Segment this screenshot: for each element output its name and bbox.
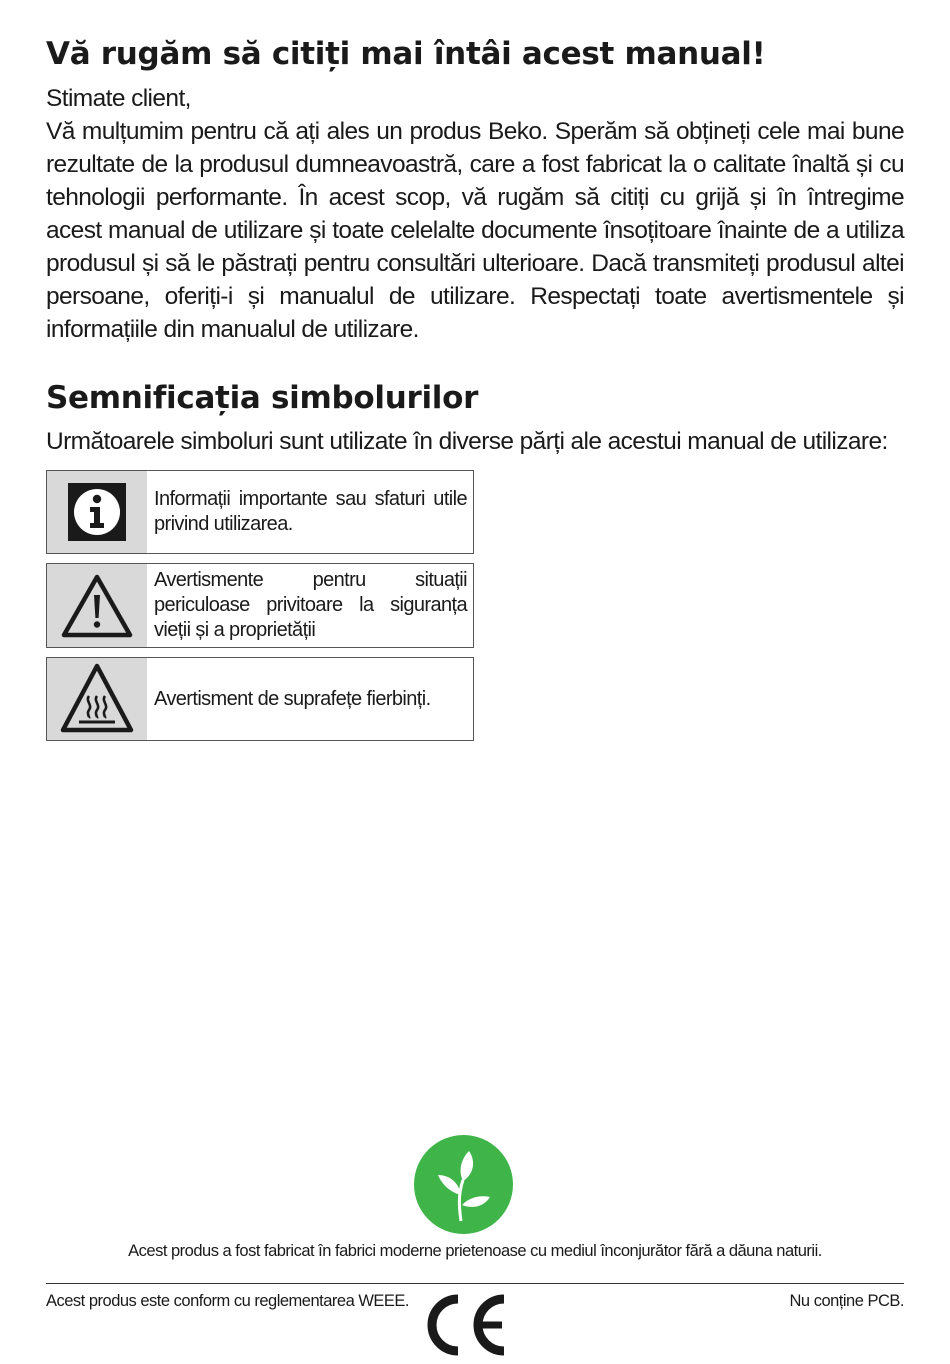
symbols-section <box>46 380 904 741</box>
symbol-text-info: Informații importante sau sfaturi utile privind utilizarea. <box>154 488 467 535</box>
footer-divider <box>46 1283 904 1284</box>
info-icon <box>47 471 147 553</box>
eco-statement: Acest produs a fost fabricat în fabrici moderne prietenoase cu mediul înconjurător fără a dăuna naturii. <box>128 1242 822 1260</box>
hot-surface-icon <box>47 658 147 740</box>
symbol-row-hot-surface <box>46 657 474 741</box>
read-manual-title: Vă rugăm să citiți mai întâi acest manual! <box>46 36 766 72</box>
symbols-table <box>46 470 474 741</box>
symbol-text-warning: Avertismente pentru situații periculoase privitoare la siguranța vieții și a proprietății <box>154 569 467 641</box>
warning-icon <box>47 564 147 647</box>
intro-paragraph: Vă mulțumim pentru că ați ales un produs Beko. Sperăm să obțineți cele mai bune rezultate de la produsul dumneavoastră, care a fost fabricat la o calitate înaltă și cu tehnologii performante. În acest scop, vă rugăm să citiți cu grijă și în întregime acest manual de utilizare și toate celelalte documente însoțitoare înainte de a utiliza produsul și să le păstrați pentru consultări ulterioare. Dacă transmiteți produsul altei persoane, oferiți-i și manualul de utilizare. Respectați toate avertismentele și informațiile din manualul de utilizare. <box>46 118 904 343</box>
eco-leaf-icon <box>414 1135 513 1234</box>
symbol-row-info <box>46 470 474 554</box>
symbols-intro: Următoarele simboluri sunt utilizate în diverse părți ale acestui manual de utilizare: <box>46 428 888 455</box>
symbols-title: Semnificația simbolurilor <box>46 380 479 416</box>
weee-statement: Acest produs este conform cu reglementarea WEEE. <box>46 1292 410 1310</box>
manual-page <box>46 30 904 741</box>
symbol-text-hot-surface: Avertisment de suprafețe fierbinți. <box>154 687 431 710</box>
symbol-row-warning <box>46 563 474 648</box>
pcb-statement: Nu conține PCB. <box>789 1292 904 1310</box>
ce-mark-icon <box>418 1293 510 1357</box>
greeting: Stimate client, <box>46 85 191 112</box>
